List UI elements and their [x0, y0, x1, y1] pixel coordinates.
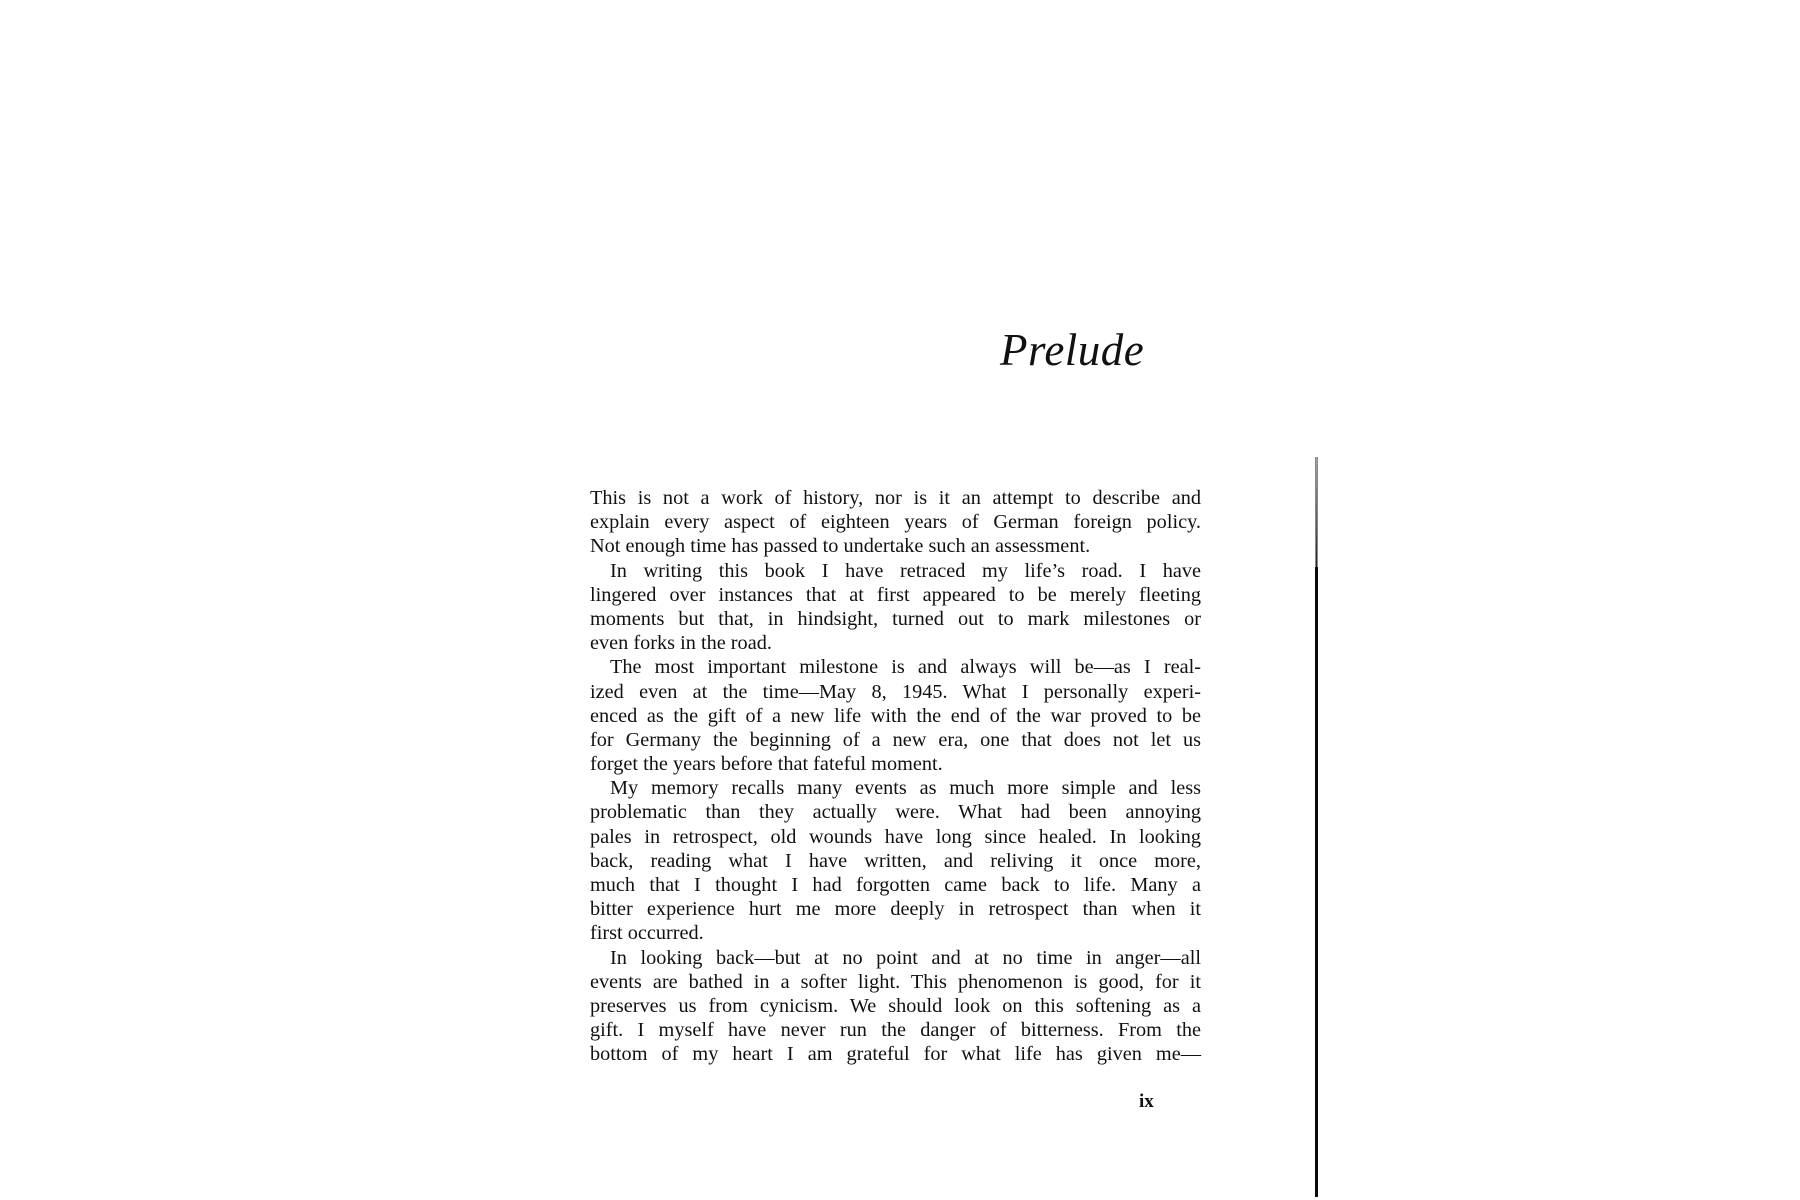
text-line: back, reading what I have written, and reliving it once more,	[590, 849, 1201, 872]
text-line: In writing this book I have retraced my life’s road. I have	[610, 559, 1201, 582]
text-line: forget the years before that fateful moment.	[590, 753, 943, 776]
text-line: preserves us from cynicism. We should look on this softening as a	[590, 994, 1201, 1017]
chapter-title: Prelude	[1000, 325, 1145, 375]
text-line: explain every aspect of eighteen years of German foreign policy.	[590, 511, 1201, 534]
text-line: much that I thought I had forgotten came back to life. Many a	[590, 874, 1201, 896]
text-line: In looking back—but at no point and at no time in anger—all	[610, 946, 1201, 969]
text-line: This is not a work of history, nor is it an attempt to describe and	[590, 487, 1201, 509]
body-text	[590, 486, 1201, 1067]
text-line: moments but that, in hindsight, turned out to mark milestones or	[590, 607, 1201, 630]
text-line: even forks in the road.	[590, 632, 772, 655]
text-line: gift. I myself have never run the danger of bitterness. From the	[590, 1019, 1201, 1042]
text-line: events are bathed in a softer light. This phenomenon is good, for it	[590, 970, 1201, 993]
text-line: first occurred.	[590, 922, 704, 945]
text-line: pales in retrospect, old wounds have long since healed. In looking	[590, 825, 1201, 848]
text-line: ized even at the time—May 8, 1945. What I personally experi-	[590, 680, 1201, 703]
text-line: My memory recalls many events as much more simple and less	[610, 777, 1201, 800]
text-line: problematic than they actually were. What had been annoying	[590, 801, 1201, 824]
text-line: lingered over instances that at first appeared to be merely fleeting	[590, 583, 1201, 606]
scan-edge-line-top	[1316, 457, 1317, 567]
text-line: for Germany the beginning of a new era, one that does not let us	[590, 728, 1201, 751]
text-line: enced as the gift of a new life with the end of the war proved to be	[590, 704, 1201, 727]
text-line: Not enough time has passed to undertake such an assessment.	[590, 535, 1091, 558]
text-line: bitter experience hurt me more deeply in retrospect than when it	[590, 898, 1201, 921]
text-line: The most important milestone is and always will be—as I real-	[610, 656, 1201, 679]
scan-edge-line	[1315, 457, 1318, 1197]
page-number: ix	[1139, 1091, 1154, 1112]
text-line: bottom of my heart I am grateful for what life has given me—	[590, 1043, 1201, 1066]
scan-edge-line-bottom	[1315, 567, 1318, 1197]
